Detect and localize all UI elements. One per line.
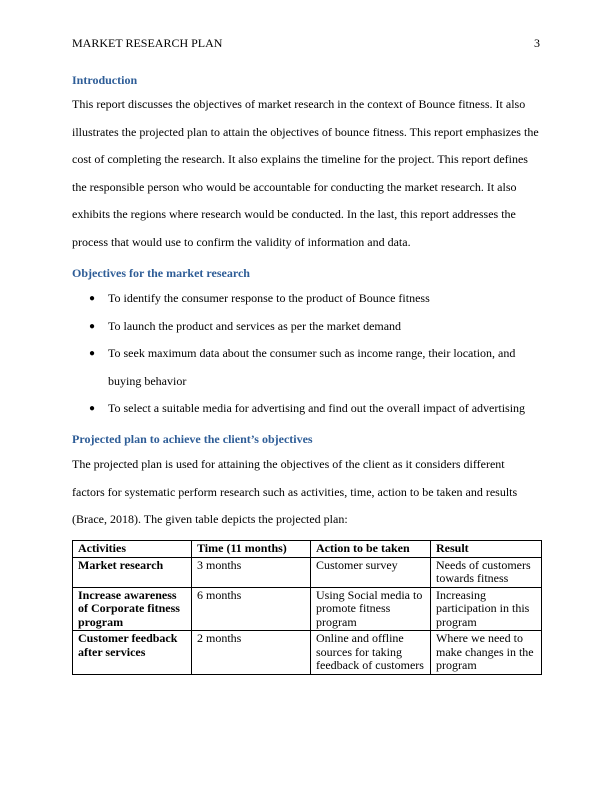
bullet-icon: ● [89,320,96,332]
plan-heading: Projected plan to achieve the client’s objectives [72,432,313,446]
column-header-activities: Activities [73,541,192,558]
table-cell: 2 months [192,631,311,675]
bullet-icon: ● [89,293,96,304]
objectives-heading: Objectives for the market research [72,266,250,280]
table-cell: 6 months [192,587,311,631]
list-item [72,340,542,395]
projected-plan-table [72,540,542,675]
plan-line: The projected plan is used for attaining the objectives of the client as it considers different [72,457,505,471]
table-row [73,587,542,631]
bullet-icon: ● [89,348,96,360]
list-item-text: To launch the product and services as per the market demand [108,318,402,333]
objectives-list [72,285,542,423]
introduction-heading: Introduction [72,73,138,87]
introduction-line: cost of completing the research. It also explains the timeline for the project. This report defines [72,152,528,167]
table-cell: Needs of customers towards fitness [431,557,542,587]
page-number: 3 [534,36,540,50]
table-cell: Where we need to make changes in the program [431,631,542,675]
introduction-line: illustrates the projected plan to attain the objectives of bounce fitness. This report emphasizes the [72,124,539,139]
list-item [72,285,542,313]
table-cell: 3 months [192,557,311,587]
list-item [72,395,542,423]
introduction-line: exhibits the regions where research would be conducted. In the last, this report addresses the [72,207,516,222]
column-header-time: Time (11 months) [192,541,311,558]
plan-line: factors for systematic perform research such as activities, time, action to be taken and results [72,484,518,499]
introduction-line: This report discusses the objectives of market research in the context of Bounce fitness. It also [72,97,526,111]
table-cell: Customer survey [311,557,431,587]
plan-line: (Brace, 2018). The given table depicts the projected plan: [72,512,348,527]
table-cell: Increase awareness of Corporate fitness program [73,587,192,631]
plan-paragraph [72,451,542,534]
list-item-text: To seek maximum data about the consumer such as income range, their location, and buying behavior [108,346,516,388]
list-item [72,313,542,341]
table-row [73,631,542,675]
column-header-action: Action to be taken [311,541,431,558]
table-cell: Online and offline sources for taking feedback of customers [311,631,431,675]
introduction-line: the responsible person who would be accountable for conducting the market research. It also [72,179,517,194]
table-cell: Customer feedback after services [73,631,192,675]
column-header-result: Result [431,541,542,558]
bullet-icon: ● [89,403,96,415]
introduction-line: process that would use to confirm the validity of information and data. [72,234,411,249]
table-row [73,557,542,587]
list-item-text: To select a suitable media for advertising and find out the overall impact of advertising [108,401,526,416]
table-header-row [73,541,542,558]
table-cell: Using Social media to promote fitness program [311,587,431,631]
table-cell: Increasing participation in this program [431,587,542,631]
list-item-text: To identify the consumer response to the product of Bounce fitness [108,291,430,305]
running-head: MARKET RESEARCH PLAN [72,36,223,50]
table-cell: Market research [73,557,192,587]
introduction-paragraph [72,91,542,257]
